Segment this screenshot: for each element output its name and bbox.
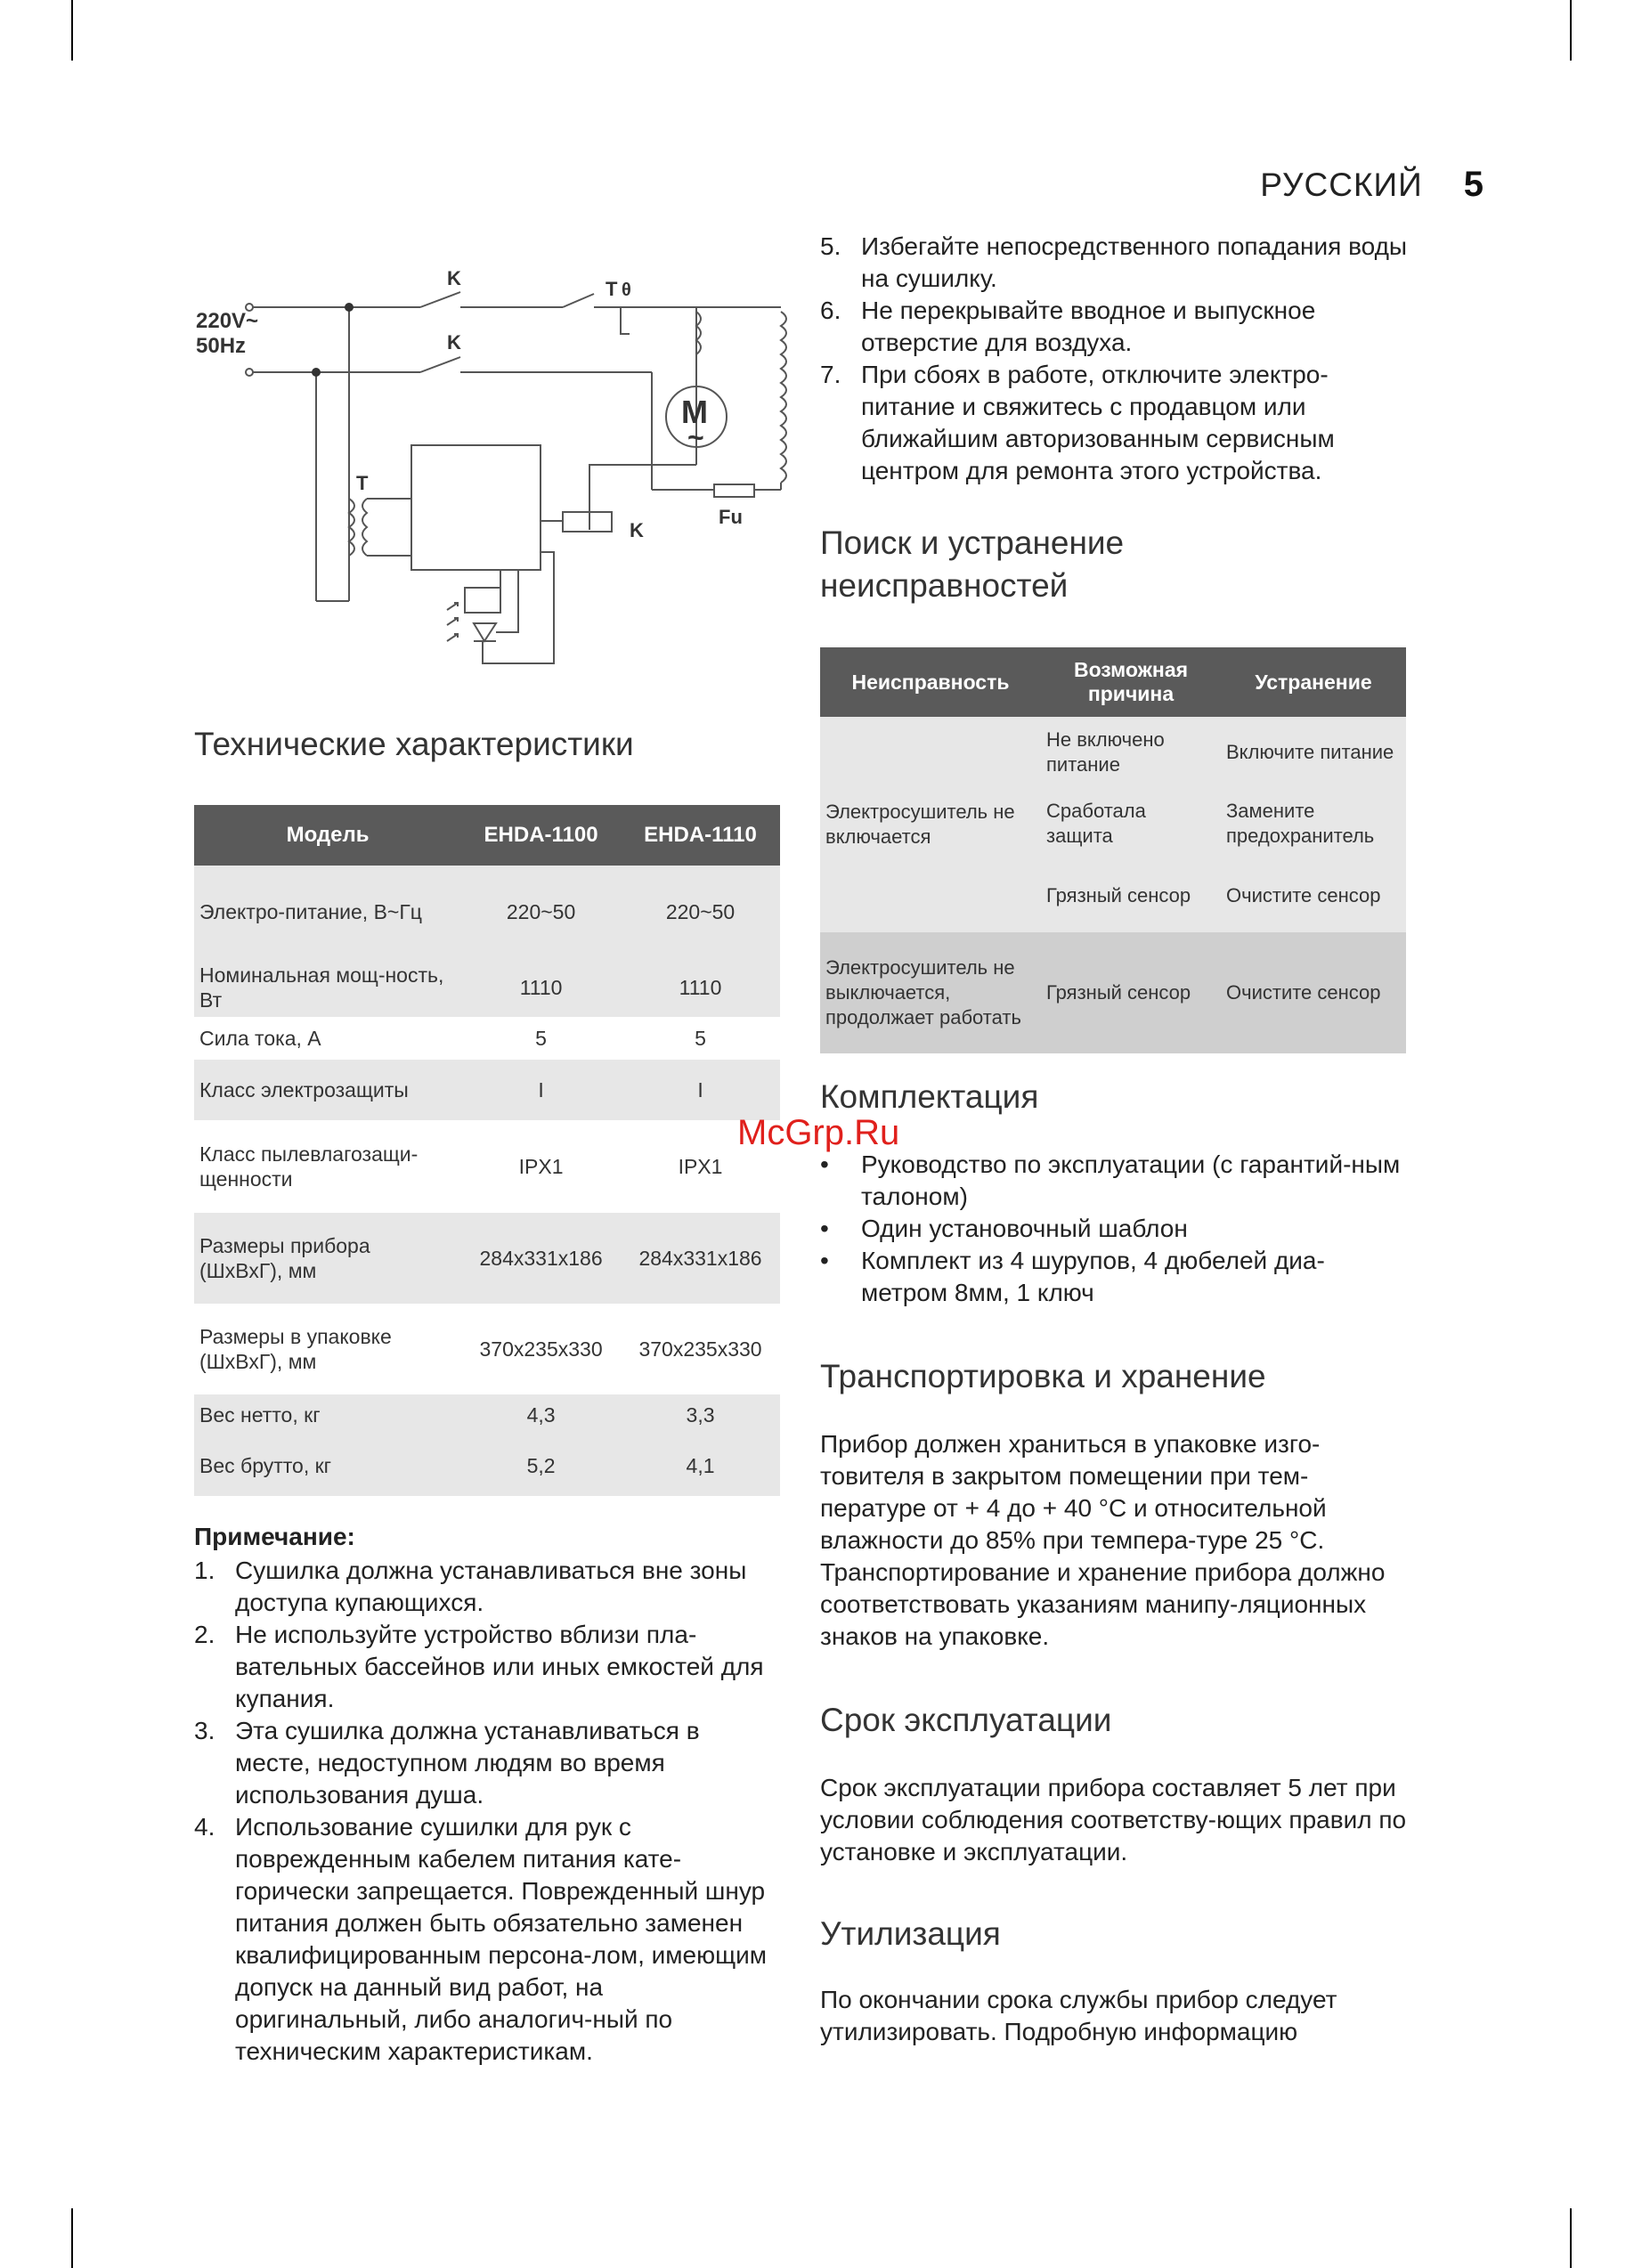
table-row <box>194 866 780 958</box>
table-row <box>194 958 780 1017</box>
spec-label: Класс электрозащиты <box>194 1060 461 1120</box>
lifetime-text: Срок эксплуатации прибора составляет 5 лет при условии соблюдения соответству-ющих правил по установке и эксплуатации. <box>820 1774 1407 1866</box>
trouble-fix: Включите питание <box>1221 717 1406 788</box>
spec-label: Номинальная мощ-ность, Вт <box>194 958 461 1017</box>
list-item: • Комплект из 4 шурупов, 4 дюбелей диа-метром 8мм, 1 ключ <box>820 1245 1408 1309</box>
spec-value: 5,2 <box>461 1435 621 1496</box>
spec-label: Вес нетто, кг <box>194 1394 461 1435</box>
trouble-cause: Грязный сенсор <box>1041 859 1221 932</box>
page-header <box>1260 165 1483 205</box>
motor-tilde: ~ <box>687 421 704 453</box>
table-row <box>194 1304 780 1394</box>
list-item <box>194 1811 782 2068</box>
package-heading: Комплектация <box>820 1078 1039 1115</box>
trouble-cause: Грязный сенсор <box>1041 932 1221 1053</box>
relay-contact-label: K <box>447 331 461 354</box>
transport-heading: Транспортировка и хранение <box>820 1358 1266 1394</box>
item-text: Эта сушилка должна устанавливаться в месте, недоступном людям во время использования душа. <box>235 1717 700 1809</box>
note-section <box>194 1521 782 2068</box>
list-item <box>820 359 1408 487</box>
spec-value: 370x235x330 <box>461 1304 621 1394</box>
trouble-cause: Не включено питание <box>1041 717 1221 788</box>
table-row <box>194 1435 780 1496</box>
spec-value: 4,3 <box>461 1394 621 1435</box>
fuse-label: Fu <box>719 506 743 528</box>
transformer-label: T <box>356 472 369 494</box>
list-item <box>820 295 1408 359</box>
trouble-header-fix: Устранение <box>1221 647 1406 717</box>
spec-label: Размеры прибора (ШхВхГ), мм <box>194 1213 461 1304</box>
motor-label: M <box>681 394 708 430</box>
relay-contact-label: K <box>447 267 461 289</box>
list-item <box>194 1715 782 1811</box>
note-list <box>194 1555 782 2068</box>
trouble-fix: Замените предохранитель <box>1221 788 1406 859</box>
spec-label: Сила тока, А <box>194 1017 461 1060</box>
watermark: McGrp.Ru <box>737 1113 900 1152</box>
list-item <box>820 231 1408 295</box>
wiring-diagram <box>189 258 812 677</box>
list-item: • Руководство по эксплуатации (с гарантий-ным талоном) <box>820 1149 1408 1213</box>
crop-mark <box>71 0 73 61</box>
specs-header-ehda1100: EHDA-1100 <box>461 805 621 866</box>
crop-mark <box>71 2208 73 2268</box>
spec-value: 284x331x186 <box>461 1213 621 1304</box>
spec-value: 220~50 <box>621 866 780 958</box>
troubleshooting-heading: Поиск и устранение неисправностей <box>820 524 1125 604</box>
item-text: Сушилка должна устанавливаться вне зоны доступа купающихся. <box>235 1557 747 1616</box>
spec-label: Размеры в упаковке (ШхВхГ), мм <box>194 1304 461 1394</box>
spec-label: Электро-питание, В~Гц <box>194 866 461 958</box>
table-row <box>194 1213 780 1304</box>
trouble-header-cause: Возможная причина <box>1041 647 1221 717</box>
item-text: Использование сушилки для рук с поврежденным кабелем питания кате-горически запрещается. Поврежденный шнур питания должен быть обязательно заменен квалифицированным персона-лом, имеющим допуск на данный вид работ, на оригинальный, либо аналогич-ный по техническим характеристикам. <box>235 1813 768 2065</box>
specs-header-row <box>194 805 780 866</box>
item-number: 7. <box>820 361 841 388</box>
troubleshooting-table <box>820 647 1406 1053</box>
spec-value: 284x331x186 <box>621 1213 780 1304</box>
item-text: Не перекрывайте вводное и выпускное отверстие для воздуха. <box>861 297 1316 356</box>
spec-value: IPX1 <box>461 1120 621 1213</box>
trouble-cause: Сработала защита <box>1041 788 1221 859</box>
item-number: 1. <box>194 1557 215 1584</box>
spec-label: Класс пылевлагозащи-щенности <box>194 1120 461 1213</box>
note-title: Примечание: <box>194 1523 355 1550</box>
page-number: 5 <box>1463 165 1483 204</box>
list-item <box>194 1555 782 1619</box>
specs-header-model: Модель <box>194 805 461 866</box>
note-list-continued <box>820 231 1408 487</box>
trouble-problem: Электросушитель не включается <box>820 717 1041 932</box>
crop-mark <box>1570 2208 1572 2268</box>
spec-label: Вес брутто, кг <box>194 1435 461 1496</box>
table-row <box>820 932 1406 1053</box>
supply-frequency-label: 50Hz <box>196 334 247 358</box>
trouble-header-problem: Неисправность <box>820 647 1041 717</box>
trouble-fix: Очистите сенсор <box>1221 859 1406 932</box>
item-text: Не используйте устройство вблизи пла-вательных бассейнов или иных емкостей для купания. <box>235 1621 764 1712</box>
item-number: 2. <box>194 1621 215 1648</box>
specs-table <box>194 805 780 1496</box>
spec-value: IPX1 <box>621 1120 780 1213</box>
trouble-header-row <box>820 647 1406 717</box>
spec-value: I <box>461 1060 621 1120</box>
item-text: При сбоях в работе, отключите электро-питание и свяжитесь с продавцом или ближайшим авторизованным сервисным центром для ремонта этого устройства. <box>861 361 1335 484</box>
list-item: • Один установочный шаблон <box>820 1213 1408 1245</box>
trouble-problem: Электросушитель не выключается, продолжает работать <box>820 932 1041 1053</box>
table-row <box>194 1060 780 1120</box>
transport-text: Прибор должен храниться в упаковке изго-товителя в закрытом помещении при тем-пературе от + 4 до + 40 °С и относительной влажности до 85% при темпера-туре 25 °С. Транспортирование и хранение прибора должно соответствовать указаниям манипу-ляционных знаков на упаковке. <box>820 1430 1386 1650</box>
spec-value: 5 <box>621 1017 780 1060</box>
table-row <box>194 1120 780 1213</box>
supply-voltage-label: 220V~ <box>196 309 259 333</box>
relay-coil-label: K <box>630 519 644 541</box>
spec-value: 3,3 <box>621 1394 780 1435</box>
table-row <box>194 1394 780 1435</box>
item-text: Избегайте непосредственного попадания воды на сушилку. <box>861 232 1408 292</box>
specs-header-ehda1110: EHDA-1110 <box>621 805 780 866</box>
item-number: 3. <box>194 1717 215 1744</box>
specs-heading: Технические характеристики <box>194 726 634 762</box>
table-row <box>194 1017 780 1060</box>
language-label: РУССКИЙ <box>1260 167 1423 203</box>
crop-mark <box>1570 0 1572 61</box>
spec-value: 370x235x330 <box>621 1304 780 1394</box>
lifetime-heading: Срок эксплуатации <box>820 1702 1112 1738</box>
disposal-text: По окончании срока службы прибор следует утилизировать. Подробную информацию <box>820 1986 1337 2045</box>
item-number: 6. <box>820 297 841 324</box>
spec-value: 4,1 <box>621 1435 780 1496</box>
disposal-heading: Утилизация <box>820 1915 1001 1952</box>
spec-value: 5 <box>461 1017 621 1060</box>
spec-value: 1110 <box>461 958 621 1017</box>
thermostat-label: T <box>606 278 618 300</box>
spec-value: 1110 <box>621 958 780 1017</box>
thermostat-theta: θ <box>622 280 631 300</box>
table-row <box>820 717 1406 788</box>
item-number: 4. <box>194 1813 215 1841</box>
trouble-fix: Очистите сенсор <box>1221 932 1406 1053</box>
spec-value: 220~50 <box>461 866 621 958</box>
spec-value: I <box>621 1060 780 1120</box>
package-list <box>820 1149 1408 1309</box>
item-number: 5. <box>820 232 841 260</box>
list-item <box>194 1619 782 1715</box>
